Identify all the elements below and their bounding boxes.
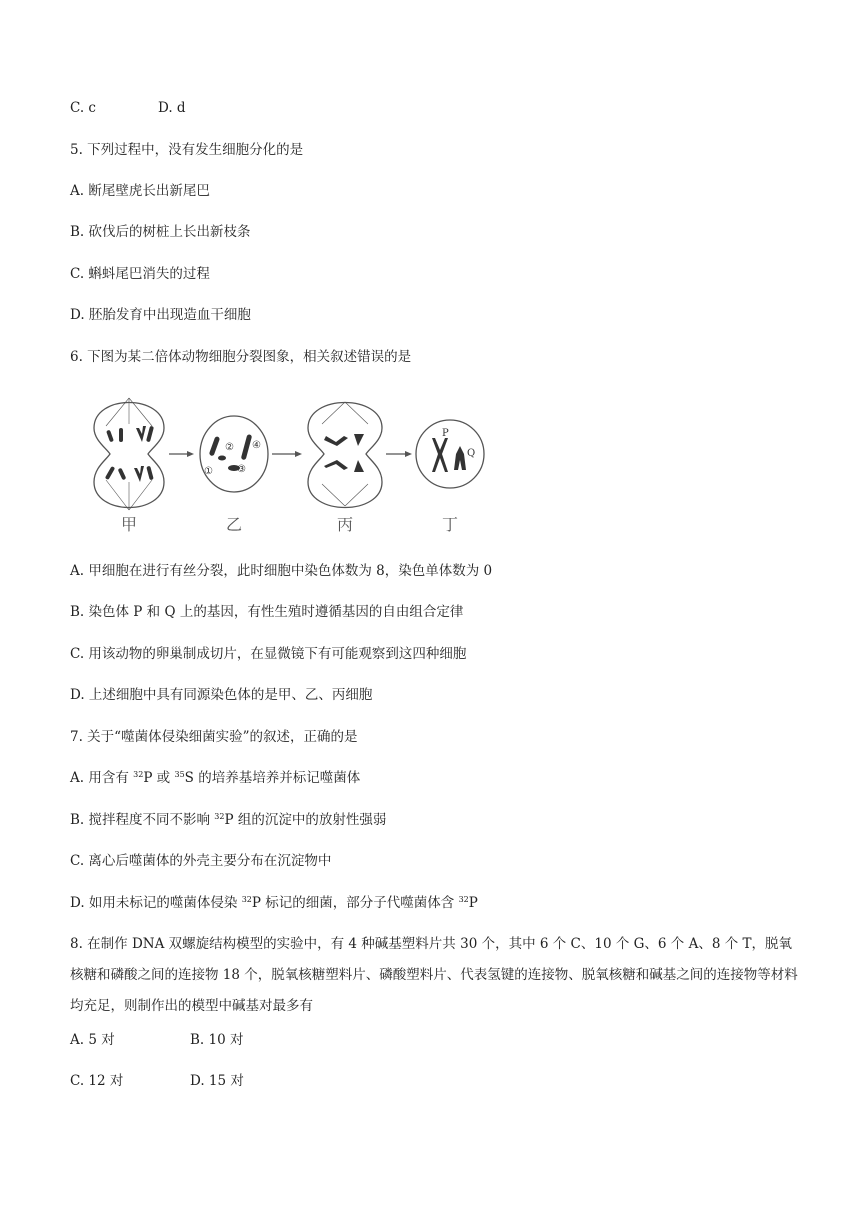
- label-ding: 丁: [441, 515, 459, 534]
- q6-option-c: C. 用该动物的卵巢制成切片，在显微镜下有可能观察到这四种细胞: [70, 646, 467, 662]
- q8-option-b: B. 10 对: [190, 1032, 244, 1048]
- q5-stem: 5. 下列过程中，没有发生细胞分化的是: [70, 142, 304, 158]
- q4-option-d: D. d: [158, 100, 186, 116]
- q5-option-a: A. 断尾壁虎长出新尾巴: [70, 183, 210, 199]
- chromosome-number-3: ③: [237, 464, 246, 475]
- q5-option-b: B. 砍伐后的树桩上长出新枝条: [70, 224, 251, 240]
- q4-options-row: [70, 98, 186, 118]
- chromosome-number-1: ①: [204, 466, 213, 477]
- q7-stem: 7. 关于“噬菌体侵染细菌实验”的叙述，正确的是: [70, 729, 358, 745]
- chromosome-letter-p: P: [442, 428, 449, 439]
- label-jia: 甲: [120, 515, 138, 534]
- cell-bing: [308, 402, 382, 508]
- label-bing: 丙: [336, 515, 354, 534]
- q5-option-c: C. 蝌蚪尾巴消失的过程: [70, 266, 210, 282]
- q5-option-d: D. 胚胎发育中出现造血干细胞: [70, 307, 251, 323]
- q7-option-a: A. 用含有 $^{32}$P 或 $^{35}$S 的培养基培养并标记噬菌体: [70, 770, 361, 786]
- q7-option-b: B. 搅拌程度不同不影响 $^{32}$P 组的沉淀中的放射性强弱: [70, 812, 387, 828]
- q6-option-b: B. 染色体 P 和 Q 上的基因，有性生殖时遵循基因的自由组合定律: [70, 604, 464, 620]
- q8-option-a: A. 5 对: [70, 1032, 115, 1048]
- cell-jia: [94, 398, 164, 510]
- q6-option-a: A. 甲细胞在进行有丝分裂，此时细胞中染色体数为 8，染色单体数为 0: [70, 563, 493, 579]
- q6-stem: 6. 下图为某二倍体动物细胞分裂图象，相关叙述错误的是: [70, 349, 412, 365]
- label-yi: 乙: [225, 515, 243, 534]
- q8-option-c: C. 12 对: [70, 1073, 124, 1089]
- cell-division-figure: [86, 396, 506, 536]
- chromosome-number-4: ④: [252, 440, 261, 451]
- q6-option-d: D. 上述细胞中具有同源染色体的是甲、乙、丙细胞: [70, 687, 373, 703]
- q7-option-c: C. 离心后噬菌体的外壳主要分布在沉淀物中: [70, 853, 332, 869]
- chromosome-number-2: ②: [225, 442, 234, 453]
- q8-options-row-1: [70, 1030, 243, 1050]
- q8-stem: 8. 在制作 DNA 双螺旋结构模型的实验中，有 4 种碱基塑料片共 30 个，其中 6 个 C、10 个 G、6 个 A、8 个 T，脱氧核糖和磷酸之间的连接物 18 个，脱氧核糖塑料片、磷酸塑料片、代表氢键的连接物、脱氧核糖和碱基之间的连接物等材料均充足，则制作出的模型中碱基对最多有: [70, 936, 798, 1014]
- q4-option-c: C. c: [70, 100, 96, 116]
- chromosome-letter-q: Q: [467, 448, 476, 459]
- q7-option-d: D. 如用未标记的噬菌体侵染 $^{32}$P 标记的细菌，部分子代噬菌体含 $^{32}$P: [70, 895, 478, 911]
- q8-option-d: D. 15 对: [190, 1073, 244, 1089]
- q8-options-row-2: [70, 1071, 244, 1091]
